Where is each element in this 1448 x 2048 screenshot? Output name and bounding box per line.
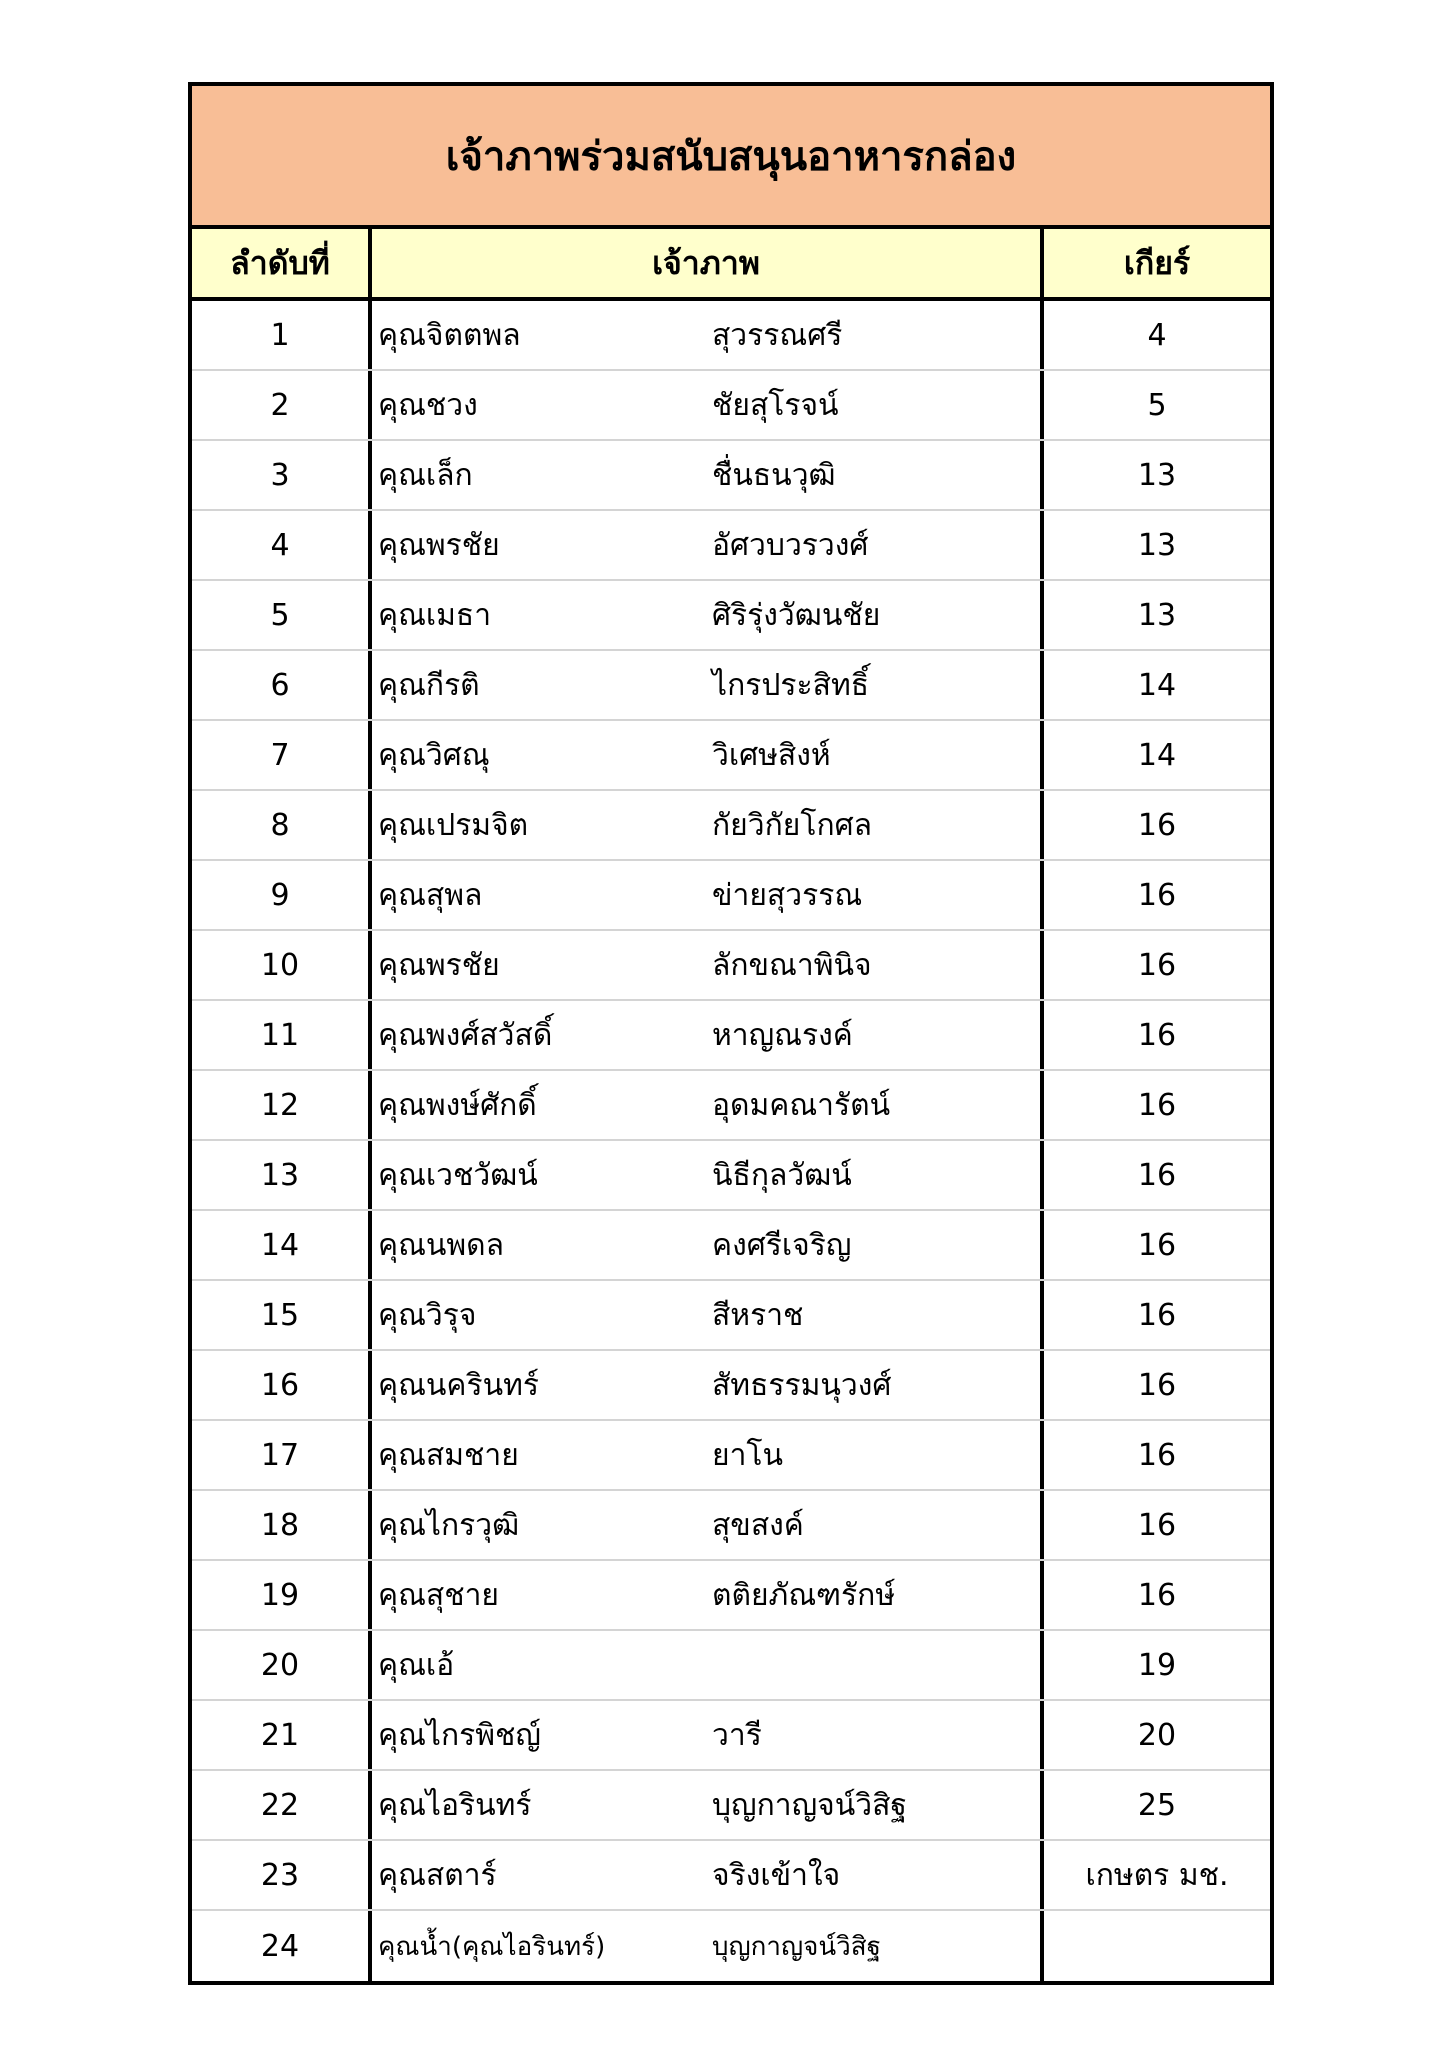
host-last-name: สัทธรรมนุวงศ์ bbox=[712, 1367, 892, 1403]
host-first-name: คุณเอ้ bbox=[378, 1647, 455, 1683]
host-name bbox=[372, 931, 1044, 999]
host-last-name: ข่ายสุวรรณ bbox=[712, 877, 863, 913]
row-number: 9 bbox=[192, 861, 372, 929]
host-last-name: อัศวบวรวงศ์ bbox=[712, 527, 869, 563]
row-number: 4 bbox=[192, 511, 372, 579]
row-number: 16 bbox=[192, 1351, 372, 1419]
table-row bbox=[192, 1141, 1270, 1211]
row-number: 17 bbox=[192, 1421, 372, 1489]
gear-value: 16 bbox=[1137, 1437, 1177, 1473]
row-number: 13 bbox=[192, 1141, 372, 1209]
host-last-name: ตติยภัณฑรักษ์ bbox=[712, 1577, 896, 1613]
row-number: 15 bbox=[192, 1281, 372, 1349]
host-first-name: คุณน้ำ(คุณไอรินทร์) bbox=[378, 1931, 606, 1962]
gear-value: 4 bbox=[1147, 317, 1167, 353]
header-host: เจ้าภาพ bbox=[372, 229, 1044, 297]
host-last-name: อุดมคณารัตน์ bbox=[712, 1087, 891, 1123]
table-row bbox=[192, 651, 1270, 721]
row-number: 14 bbox=[192, 1211, 372, 1279]
gear-value: 16 bbox=[1137, 1297, 1177, 1333]
host-first-name: คุณเมธา bbox=[378, 597, 492, 633]
host-first-name: คุณไกรวุฒิ bbox=[378, 1507, 520, 1543]
host-first-name: คุณพงศ์สวัสดิ์ bbox=[378, 1017, 553, 1053]
table-body bbox=[192, 301, 1270, 1981]
host-last-name: หาญณรงค์ bbox=[712, 1017, 853, 1053]
row-number: 8 bbox=[192, 791, 372, 859]
row-number: 12 bbox=[192, 1071, 372, 1139]
row-number: 6 bbox=[192, 651, 372, 719]
row-number: 11 bbox=[192, 1001, 372, 1069]
host-name bbox=[372, 1841, 1044, 1909]
host-name bbox=[372, 791, 1044, 859]
gear-value: เกษตร มช. bbox=[1085, 1857, 1229, 1893]
host-name bbox=[372, 1771, 1044, 1839]
gear-value: 14 bbox=[1137, 737, 1177, 773]
gear-value: 16 bbox=[1137, 1087, 1177, 1123]
host-first-name: คุณเล็ก bbox=[378, 457, 473, 493]
host-name bbox=[372, 1281, 1044, 1349]
host-last-name: บุญกาญจน์วิสิฐ bbox=[712, 1931, 881, 1962]
host-first-name: คุณสุพล bbox=[378, 877, 483, 913]
host-name bbox=[372, 1701, 1044, 1769]
gear-value bbox=[1044, 1911, 1270, 1981]
host-name bbox=[372, 721, 1044, 789]
host-name bbox=[372, 1631, 1044, 1699]
gear-value: 16 bbox=[1137, 1577, 1177, 1613]
host-first-name: คุณชวง bbox=[378, 387, 478, 423]
table-row bbox=[192, 931, 1270, 1001]
gear-value: 16 bbox=[1137, 1227, 1177, 1263]
gear-value: 25 bbox=[1137, 1787, 1177, 1823]
host-last-name: กัยวิกัยโกศล bbox=[712, 807, 873, 843]
host-last-name: บุญกาญจน์วิสิฐ bbox=[712, 1787, 907, 1823]
gear-value: 16 bbox=[1137, 807, 1177, 843]
table-row bbox=[192, 1561, 1270, 1631]
table-row bbox=[192, 1701, 1270, 1771]
host-first-name: คุณนครินทร์ bbox=[378, 1367, 539, 1403]
header-no: ลำดับที่ bbox=[192, 229, 372, 297]
host-first-name: คุณไกรพิชญ์ bbox=[378, 1717, 541, 1753]
table-row bbox=[192, 1001, 1270, 1071]
header-row bbox=[192, 229, 1270, 301]
host-name bbox=[372, 1211, 1044, 1279]
table-row bbox=[192, 721, 1270, 791]
host-first-name: คุณสมชาย bbox=[378, 1437, 519, 1473]
host-name bbox=[372, 1071, 1044, 1139]
table-row bbox=[192, 1631, 1270, 1701]
host-first-name: คุณจิตตพล bbox=[378, 317, 521, 353]
gear-value: 16 bbox=[1137, 1017, 1177, 1053]
host-name bbox=[372, 1561, 1044, 1629]
table-row bbox=[192, 301, 1270, 371]
gear-value: 20 bbox=[1137, 1717, 1177, 1753]
host-last-name: จริงเข้าใจ bbox=[712, 1857, 841, 1893]
host-last-name: ยาโน bbox=[712, 1437, 784, 1473]
host-last-name: ชื่นธนวุฒิ bbox=[712, 457, 836, 493]
table-row bbox=[192, 791, 1270, 861]
host-last-name: สุวรรณศรี bbox=[712, 317, 843, 353]
gear-value: 14 bbox=[1137, 667, 1177, 703]
row-number: 7 bbox=[192, 721, 372, 789]
table-row bbox=[192, 1211, 1270, 1281]
host-first-name: คุณพรชัย bbox=[378, 947, 500, 983]
table-row bbox=[192, 1421, 1270, 1491]
host-name bbox=[372, 1421, 1044, 1489]
host-first-name: คุณวิรุจ bbox=[378, 1297, 477, 1333]
host-name bbox=[372, 1911, 1044, 1981]
host-last-name: วารี bbox=[712, 1717, 762, 1753]
host-first-name: คุณไอรินทร์ bbox=[378, 1787, 532, 1823]
header-gear: เกียร์ bbox=[1123, 243, 1191, 282]
row-number: 10 bbox=[192, 931, 372, 999]
host-name bbox=[372, 861, 1044, 929]
host-last-name: นิธีกุลวัฒน์ bbox=[712, 1157, 852, 1193]
table-row bbox=[192, 511, 1270, 581]
host-table bbox=[188, 82, 1274, 1985]
host-last-name: สุขสงค์ bbox=[712, 1507, 804, 1543]
table-row bbox=[192, 371, 1270, 441]
gear-value: 16 bbox=[1137, 1157, 1177, 1193]
row-number: 2 bbox=[192, 371, 372, 439]
host-last-name: ชัยสุโรจน์ bbox=[712, 387, 839, 423]
table-row bbox=[192, 861, 1270, 931]
row-number: 19 bbox=[192, 1561, 372, 1629]
host-first-name: คุณพรชัย bbox=[378, 527, 500, 563]
host-first-name: คุณเปรมจิต bbox=[378, 807, 529, 843]
host-name bbox=[372, 1351, 1044, 1419]
host-name bbox=[372, 1141, 1044, 1209]
host-first-name: คุณกีรติ bbox=[378, 667, 480, 703]
row-number: 24 bbox=[192, 1911, 372, 1981]
host-name bbox=[372, 1491, 1044, 1559]
gear-value: 16 bbox=[1137, 1367, 1177, 1403]
row-number: 1 bbox=[192, 301, 372, 369]
table-title: เจ้าภาพร่วมสนับสนุนอาหารกล่อง bbox=[192, 86, 1270, 229]
gear-value: 13 bbox=[1137, 597, 1177, 633]
row-number: 18 bbox=[192, 1491, 372, 1559]
host-name bbox=[372, 1001, 1044, 1069]
table-row bbox=[192, 1771, 1270, 1841]
host-last-name: ลักขณาพินิจ bbox=[712, 947, 872, 983]
row-number: 3 bbox=[192, 441, 372, 509]
table-row bbox=[192, 1491, 1270, 1561]
row-number: 23 bbox=[192, 1841, 372, 1909]
host-last-name: ศิริรุ่งวัฒนชัย bbox=[712, 597, 881, 633]
gear-value: 13 bbox=[1137, 527, 1177, 563]
host-last-name: คงศรีเจริญ bbox=[712, 1227, 852, 1263]
host-first-name: คุณวิศณุ bbox=[378, 737, 490, 773]
host-last-name: ไกรประสิทธิ์ bbox=[712, 667, 870, 703]
host-name bbox=[372, 651, 1044, 719]
table-row bbox=[192, 1071, 1270, 1141]
gear-value: 16 bbox=[1137, 1507, 1177, 1543]
table-row bbox=[192, 1911, 1270, 1981]
row-number: 20 bbox=[192, 1631, 372, 1699]
table-row bbox=[192, 581, 1270, 651]
row-number: 21 bbox=[192, 1701, 372, 1769]
host-last-name: สีหราช bbox=[712, 1297, 804, 1333]
host-name bbox=[372, 441, 1044, 509]
gear-value: 16 bbox=[1137, 947, 1177, 983]
host-first-name: คุณนพดล bbox=[378, 1227, 505, 1263]
host-first-name: คุณสตาร์ bbox=[378, 1857, 497, 1893]
host-last-name: วิเศษสิงห์ bbox=[712, 737, 831, 773]
host-name bbox=[372, 371, 1044, 439]
gear-value: 16 bbox=[1137, 877, 1177, 913]
gear-value: 5 bbox=[1147, 387, 1167, 423]
table-row bbox=[192, 1351, 1270, 1421]
host-first-name: คุณเวชวัฒน์ bbox=[378, 1157, 538, 1193]
table-row bbox=[192, 1841, 1270, 1911]
host-name bbox=[372, 301, 1044, 369]
gear-value: 19 bbox=[1137, 1647, 1177, 1683]
host-name bbox=[372, 511, 1044, 579]
host-name bbox=[372, 581, 1044, 649]
host-first-name: คุณพงษ์ศักดิ์ bbox=[378, 1087, 537, 1123]
host-first-name: คุณสุชาย bbox=[378, 1577, 499, 1613]
row-number: 22 bbox=[192, 1771, 372, 1839]
gear-value: 13 bbox=[1137, 457, 1177, 493]
table-row bbox=[192, 441, 1270, 511]
table-row bbox=[192, 1281, 1270, 1351]
row-number: 5 bbox=[192, 581, 372, 649]
